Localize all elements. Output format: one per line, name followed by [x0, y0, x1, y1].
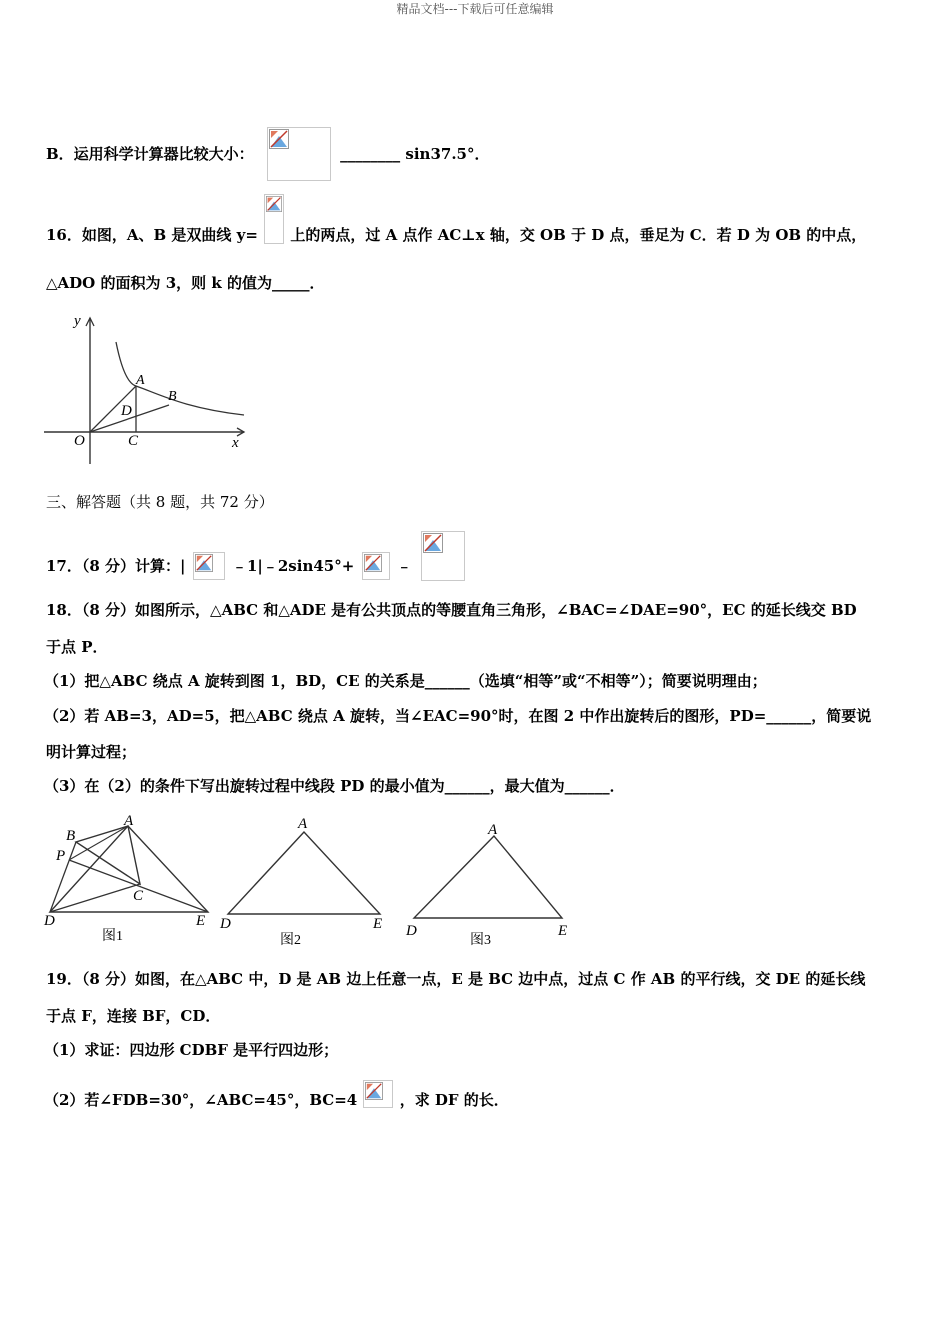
q18-figure-1: [40, 812, 218, 952]
label-e: E: [373, 916, 383, 932]
q18-part1: （1）把△ABC 绕点 A 旋转到图 1，BD，CE 的关系是______（选填“相等”或“不相等”）；简要说明理由；: [44, 672, 767, 690]
label-a: A: [298, 816, 308, 832]
figure-2-caption: 图2: [280, 933, 301, 948]
q17-text-a: 17．（8 分）计算：|: [46, 557, 186, 575]
figure-3-caption: 图3: [470, 933, 491, 948]
q18-part3: （3）在（2）的条件下写出旋转过程中线段 PD 的最小值为______，最大值为______．: [44, 777, 625, 795]
broken-image-icon: [363, 1080, 393, 1108]
label-c: C: [128, 433, 139, 449]
q19-part2-a: （2）若∠FDB=30°，∠ABC=45°，BC=4: [44, 1091, 358, 1109]
segment-pe: [69, 860, 208, 912]
q17-text-c: ﹣: [396, 557, 412, 575]
q16-text-b: 上的两点，过 A 点作 AC⊥x 轴，交 OB 于 D 点，垂足为 C．若 D 为 OB 的中点，: [290, 226, 867, 244]
label-d: D: [220, 916, 231, 932]
item-b-line: [46, 127, 906, 181]
label-b: B: [168, 389, 177, 404]
label-e: E: [558, 923, 568, 939]
triangle-abc: [76, 826, 140, 884]
label-a: A: [136, 373, 145, 388]
q18-line1: 18．（8 分）如图所示，△ABC 和△ADE 是有公共顶点的等腰直角三角形，∠BAC=∠DAE=90°，EC 的延长线交 BD: [46, 601, 857, 619]
label-d: D: [121, 403, 132, 419]
broken-image-icon: [193, 552, 225, 580]
label-o: O: [74, 433, 85, 449]
q17-text-b: ﹣1|﹣2sin45°+: [231, 557, 355, 575]
figure-1-caption: 图1: [102, 929, 123, 944]
broken-image-icon: [264, 194, 284, 244]
label-b: B: [66, 828, 76, 844]
item-b-label: B．运用科学计算器比较大小：: [46, 145, 254, 163]
q18-figure-2: [218, 812, 396, 952]
q16-text-a: 16．如图，A、B 是双曲线 y=: [46, 226, 258, 244]
label-d: D: [44, 913, 55, 929]
label-c: C: [133, 888, 144, 904]
label-p: P: [56, 848, 66, 864]
item-b-blank: ________: [340, 145, 401, 163]
item-b-tail: sin37.5°．: [405, 145, 490, 163]
q16-line2: △ADO 的面积为 3，则 k 的值为_____．: [46, 274, 325, 292]
broken-image-icon: [362, 552, 390, 580]
q18-part2-b: 明计算过程；: [46, 743, 137, 761]
label-a: A: [124, 813, 134, 829]
label-a: A: [488, 822, 498, 838]
label-d: D: [406, 923, 417, 939]
q16-hyperbola-figure: [44, 312, 254, 470]
label-e: E: [196, 913, 206, 929]
label-y: y: [74, 313, 81, 329]
q18-figure-3: [400, 812, 580, 952]
section-title: 三、解答题（共 8 题，共 72 分）: [46, 493, 274, 511]
q19-part2: [44, 1086, 906, 1114]
triangle-ade: [228, 832, 380, 914]
broken-image-icon: [267, 127, 331, 181]
q19-line1: 19．（8 分）如图，在△ABC 中，D 是 AB 边上任意一点，E 是 BC 边中点，过点 C 作 AB 的平行线，交 DE 的延长线: [46, 970, 866, 988]
q17-line: [46, 541, 906, 591]
q19-line2: 于点 F，连接 BF，CD．: [46, 1007, 221, 1025]
triangle-ade: [414, 836, 562, 918]
q19-part1: （1）求证：四边形 CDBF 是平行四边形；: [44, 1041, 339, 1059]
q18-line2: 于点 P．: [46, 638, 108, 656]
q19-part2-b: ，求 DF 的长．: [399, 1091, 509, 1109]
q18-part2-a: （2）若 AB=3，AD=5，把△ABC 绕点 A 旋转，当∠EAC=90°时，在图 2 中作出旋转后的图形，PD=______，简要说: [44, 707, 872, 725]
page-header: 精品文档---下载后可任意编辑: [396, 2, 554, 16]
broken-image-icon: [421, 531, 465, 581]
label-x: x: [232, 435, 239, 451]
q16-line1: [46, 210, 906, 260]
